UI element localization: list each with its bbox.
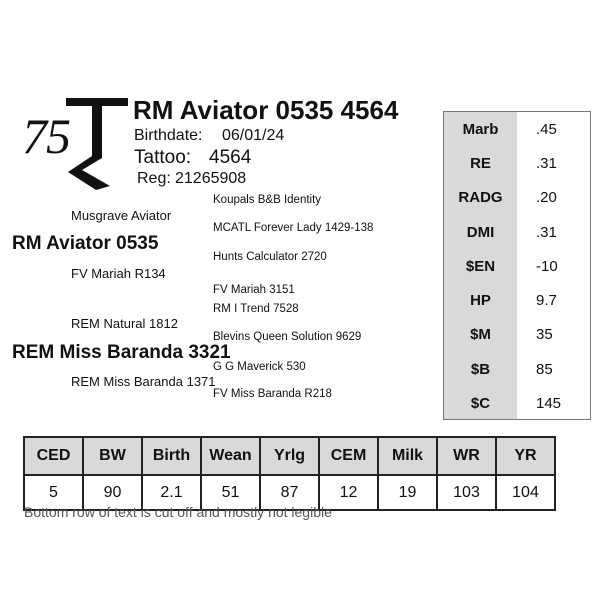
epd-value-cell: 12 xyxy=(319,475,378,510)
epd-header-cell: YR xyxy=(496,437,555,475)
epd-value-cell: 90 xyxy=(83,475,142,510)
index-label: $M xyxy=(470,326,491,343)
index-value: .45 xyxy=(536,121,557,138)
epd-header-cell: Wean xyxy=(201,437,260,475)
epd-value-cell: 5 xyxy=(24,475,83,510)
reg-value: 21265908 xyxy=(175,170,247,187)
tattoo-label: Tattoo: xyxy=(134,147,192,168)
index-value: 85 xyxy=(536,361,553,378)
index-label: Marb xyxy=(462,121,499,138)
index-row xyxy=(444,113,590,147)
index-row xyxy=(444,353,590,387)
pedigree-dam-sire-sire: RM I Trend 7528 xyxy=(213,303,299,315)
lot-number: 75 xyxy=(22,108,70,164)
pedigree-sire-sire-dam: MCATL Forever Lady 1429-138 xyxy=(213,222,374,234)
epd-value-cell: 104 xyxy=(496,475,555,510)
pedigree-dam: REM Miss Baranda 3321 xyxy=(12,342,231,363)
epd-header-cell: CED xyxy=(24,437,83,475)
pedigree-sire-dam-sire: Hunts Calculator 2720 xyxy=(213,251,327,263)
epd-header-cell: CEM xyxy=(319,437,378,475)
reg-label: Reg: xyxy=(137,170,171,187)
epd-value-cell: 103 xyxy=(437,475,496,510)
pedigree-sire-dam: FV Mariah R134 xyxy=(71,266,166,281)
epd-value-cell: 2.1 xyxy=(142,475,201,510)
pedigree-sire-sire: Musgrave Aviator xyxy=(71,208,172,223)
footer-cutoff-text xyxy=(24,504,564,520)
index-value: 35 xyxy=(536,326,553,343)
index-value: .20 xyxy=(536,189,557,206)
index-row xyxy=(444,181,590,215)
epd-header-cell: BW xyxy=(83,437,142,475)
pedigree-sire: RM Aviator 0535 xyxy=(12,233,159,254)
index-label: HP xyxy=(470,292,491,309)
pedigree-dam-dam-sire: G G Maverick 530 xyxy=(213,361,306,373)
pedigree-dam-sire-dam: Blevins Queen Solution 9629 xyxy=(213,331,362,343)
epd-header-cell: Yrlg xyxy=(260,437,319,475)
pedigree-sire-sire-sire: Koupals B&B Identity xyxy=(213,194,322,206)
index-row xyxy=(444,147,590,181)
index-row xyxy=(444,250,590,284)
pedigree-dam-dam: REM Miss Baranda 1371 xyxy=(71,374,216,389)
index-value: -10 xyxy=(536,258,558,275)
index-label: RADG xyxy=(458,189,503,206)
index-row xyxy=(444,284,590,318)
epd-value-cell: 19 xyxy=(378,475,437,510)
birthdate-label: Birthdate: xyxy=(134,127,203,144)
epd-header-row xyxy=(24,437,555,475)
index-row xyxy=(444,318,590,352)
index-value: 9.7 xyxy=(536,292,557,309)
animal-name: RM Aviator 0535 4564 xyxy=(133,95,399,125)
index-value: .31 xyxy=(536,224,557,241)
epd-value-cell: 87 xyxy=(260,475,319,510)
index-label: RE xyxy=(470,155,491,172)
pedigree-dam-sire: REM Natural 1812 xyxy=(71,316,178,331)
index-row xyxy=(444,216,590,250)
epd-header-cell: Birth xyxy=(142,437,201,475)
epd-header-cell: WR xyxy=(437,437,496,475)
index-label: $B xyxy=(470,361,491,378)
footer-cutoff-text-content: Bottom row of text is cut off and mostly not legible xyxy=(24,504,332,520)
index-label: DMI xyxy=(466,224,495,241)
index-value: 145 xyxy=(536,395,562,412)
tattoo-value: 4564 xyxy=(209,147,252,168)
pedigree-sire-dam-dam: FV Mariah 3151 xyxy=(213,284,295,296)
index-panel xyxy=(443,111,591,420)
epd-value-cell: 51 xyxy=(201,475,260,510)
index-value: .31 xyxy=(536,155,557,172)
epd-table xyxy=(23,436,556,511)
epd-header-cell: Milk xyxy=(378,437,437,475)
pedigree-dam-dam-dam: FV Miss Baranda R218 xyxy=(213,388,332,400)
index-label: $C xyxy=(470,395,491,412)
index-label: $EN xyxy=(465,258,496,275)
brand-logo xyxy=(62,94,132,194)
birthdate-value: 06/01/24 xyxy=(222,127,285,144)
index-row xyxy=(444,387,590,421)
